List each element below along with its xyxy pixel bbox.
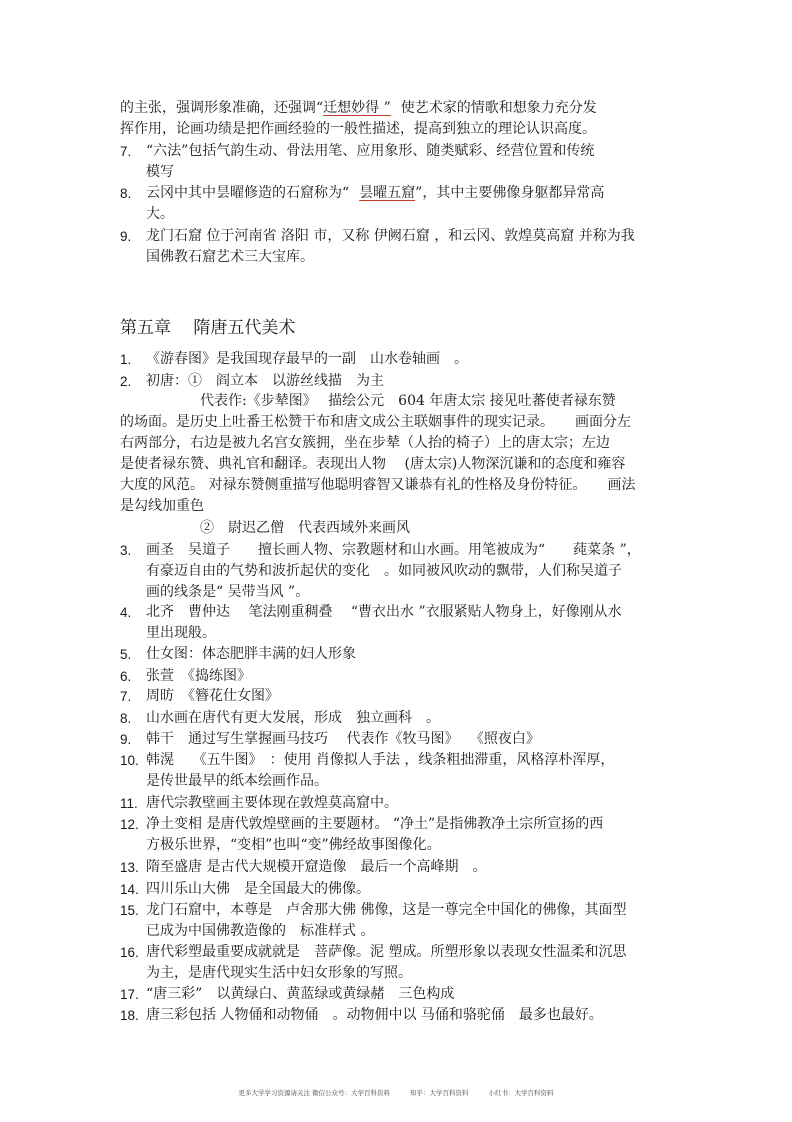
- footer-wechat: 更多大学学习资源请关注 微信公众号：大学百科资料: [238, 1089, 391, 1097]
- item-number: 5.: [120, 647, 132, 662]
- item-number: 14.: [120, 882, 139, 897]
- item-text: 隋至盛唐 是古代大规模开窟造像 最后一个高峰期 。: [146, 859, 487, 875]
- footer-zhihu: 知乎：大学百科资料: [410, 1089, 469, 1097]
- item-text: 唐代宗教壁画主要体现在敦煌莫高窟中。: [146, 795, 398, 811]
- item-text: 里出现般。: [146, 625, 216, 641]
- item-number: 8.: [120, 186, 132, 201]
- item-text: “唐三彩” 以黄绿白、黄蓝绿或黄绿赭 三色构成: [146, 986, 455, 1002]
- item-text: 右两部分，右边是被九名宫女簇拥，坐在步辇（人抬的椅子）上的唐太宗；左边: [120, 435, 610, 451]
- item-number: 12.: [120, 817, 139, 832]
- item-text: 初唐：① 阎立本 以游丝线描 为主: [146, 373, 384, 389]
- item-underlined-term: 昙曜五窟: [359, 185, 416, 201]
- item-number: 11.: [120, 796, 138, 811]
- item-text: ② 尉迟乙僧 代表西域外来画风: [200, 520, 410, 536]
- footer-xiaohongshu: 小红书：大学百科资料: [488, 1089, 554, 1097]
- item-text: 韩干 通过写生掌握画马技巧 代表作《牧马图》 《照夜白》: [146, 731, 540, 747]
- item-number: 4.: [120, 605, 132, 620]
- item-text: 龙门石窟中，本尊是 卢舍那大佛 佛像，这是一尊完全中国化的佛像，其面型: [146, 902, 627, 918]
- item-text: 为主，是唐代现实生活中妇女形象的写照。: [146, 965, 412, 981]
- page-footer: [0, 1088, 792, 1097]
- item-number: 17.: [120, 987, 139, 1002]
- item-text: 已成为中国佛教造像的 标准样式 。: [146, 923, 375, 939]
- item-text-c: ”，其中主要佛像身躯都异常高: [415, 185, 605, 201]
- item-text: 方极乐世界，“变相”也叫“变”佛经故事图像化。: [146, 837, 441, 853]
- item-text: 画圣 吴道子 擅长画人物、宗教题材和山水画。用笔被成为“ 莼菜条 ”，: [146, 542, 641, 558]
- item-text: 唐代彩塑最重要成就就是 菩萨像。泥 塑成。所塑形象以表现女性温柔和沉思: [146, 944, 627, 960]
- item-number: 7.: [120, 689, 132, 704]
- intro-text-c: 使艺术家的情歌和想象力充分发: [400, 100, 597, 116]
- item-text: [146, 183, 686, 204]
- item-text: 的场面。是历史上吐番王松赞干布和唐文成公主联姻事件的现实记录。 画面分左: [120, 414, 631, 430]
- item-number: 15.: [120, 903, 139, 918]
- item-number: 6.: [120, 669, 132, 684]
- item-number: 9.: [120, 732, 132, 747]
- item-number: 7.: [120, 144, 132, 159]
- item-text: “六法”包括气韵生动、骨法用笔、应用象形、随类赋彩、经营位置和传统: [146, 143, 595, 159]
- item-text: 国佛教石窟艺术三大宝库。: [146, 249, 314, 265]
- intro-underlined-term: 迁想妙得 ”: [323, 100, 391, 116]
- item-text: 有豪迈自由的气势和波折起伏的变化 。如同被风吹动的飘带，人们称吴道子: [146, 563, 622, 579]
- item-text: 山水画在唐代有更大发展，形成 独立画科 。: [146, 710, 440, 726]
- item-text: 北齐 曹仲达 笔法刚重稠叠 “曹衣出水 ”衣服紧贴人物身上，好像刚从水: [146, 604, 622, 620]
- item-text: 张萱 《捣练图》: [146, 668, 251, 684]
- item-text-a: 云冈中其中昙曜修造的石窟称为“: [146, 185, 350, 201]
- item-text: 唐三彩包括 人物俑和动物俑 。动物佣中以 马俑和骆驼俑 最多也最好。: [146, 1007, 603, 1023]
- item-text: 是勾线加重色: [120, 498, 204, 514]
- item-text: 净土变相 是唐代敦煌壁画的主要题材。 “净土”是指佛教净土宗所宣扬的西: [146, 816, 604, 832]
- item-number: 8.: [120, 711, 132, 726]
- item-text: 代表作:《步辇图》 描绘公元 604 年唐太宗 接见吐蕃使者禄东赞: [200, 393, 616, 409]
- item-number: 1.: [120, 352, 132, 367]
- item-number: 2.: [120, 374, 132, 389]
- item-text: 韩滉 《五牛图》 ：使用 肖像拟人手法 ，线条粗拙滞重，风格淳朴浑厚，: [146, 752, 615, 768]
- item-text: 四川乐山大佛 是全国最大的佛像。: [146, 881, 370, 897]
- item-number: 18.: [120, 1008, 139, 1023]
- item-number: 13.: [120, 860, 139, 875]
- item-text: 仕女图：体态肥胖丰满的妇人形象: [146, 646, 356, 662]
- item-number: 10.: [120, 753, 139, 768]
- item-text: 周昉 《簪花仕女图》: [146, 688, 279, 704]
- item-text: 龙门石窟 位于河南省 洛阳 市，又称 伊阙石窟 ，和云冈、敦煌莫高窟 并称为我: [146, 228, 635, 244]
- item-number: 16.: [120, 945, 139, 960]
- intro-line-2: 挥作用，论画功绩是把作画经验的一般性描述，提高到独立的理论认识高度。: [120, 121, 596, 137]
- item-number: 3.: [120, 543, 132, 558]
- intro-text-a: 的主张，强调形象准确，还强调“: [120, 100, 324, 116]
- item-text: 画的线条是“ 吴带当风 ”。: [146, 584, 310, 600]
- item-text: 《游春图》是我国现存最早的一副 山水卷轴画 。: [146, 351, 468, 367]
- intro-line-1: [120, 98, 680, 119]
- item-text: 大度的风范。 对禄东赞侧重描写他聪明睿智又谦恭有礼的性格及身份特征。 画法: [120, 477, 636, 493]
- item-text: 是传世最早的纸本绘画作品。: [146, 773, 328, 789]
- item-text: 是使者禄东赞、典礼官和翻译。表现出人物 (唐太宗)人物深沉谦和的态度和雍容: [120, 456, 626, 472]
- chapter-title: 第五章 隋唐五代美术: [120, 318, 296, 338]
- item-number: 9.: [120, 229, 132, 244]
- item-text: 大。: [146, 206, 174, 222]
- item-text: 模写: [146, 164, 174, 180]
